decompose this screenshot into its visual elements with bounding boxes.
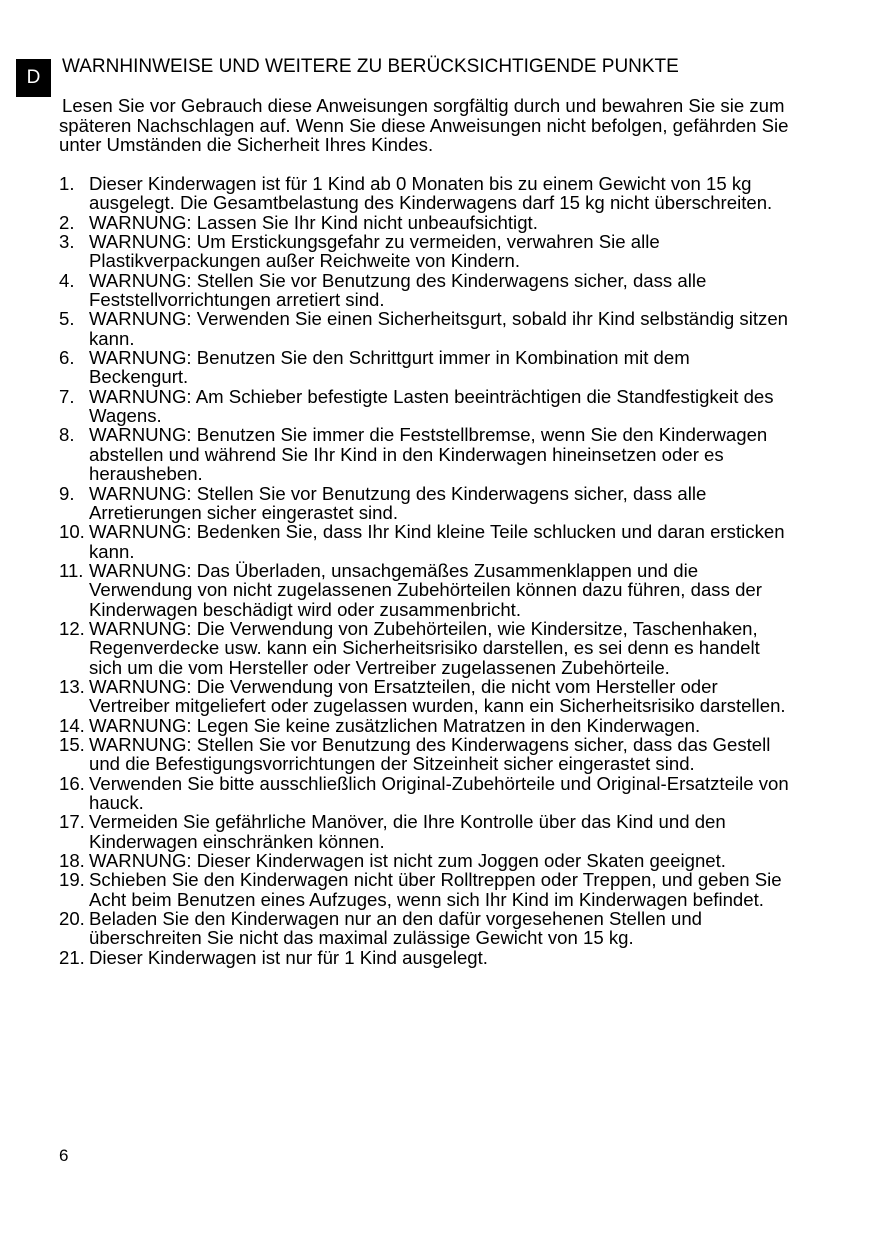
item-number: 12. <box>59 617 85 639</box>
item-text: WARNUNG: Das Überladen, unsachgemäßes Zusammenklappen und die Verwendung von nicht zugelassenen Zubehörteilen können dazu führen, dass der Kinderwagen beschädigt wird oder zusammenbricht. <box>89 559 762 620</box>
item-number: 9. <box>59 482 75 504</box>
language-badge: D <box>16 59 51 97</box>
item-number: 14. <box>59 714 85 736</box>
item-text: Verwenden Sie bitte ausschließlich Original-Zubehörteile und Original-Ersatzteile von hauck. <box>89 772 789 813</box>
item-text: WARNUNG: Stellen Sie vor Benutzung des Kinderwagens sicher, dass alle Feststellvorrichtungen arretiert sind. <box>89 269 707 311</box>
item-text: Vermeiden Sie gefährliche Manöver, die Ihre Kontrolle über das Kind und den Kinderwagen einschränken können. <box>89 811 726 852</box>
item-number: 4. <box>59 269 75 291</box>
item-number: 2. <box>59 211 75 233</box>
item-number: 16. <box>59 772 85 794</box>
list-item <box>59 677 794 716</box>
item-number: 19. <box>59 869 85 891</box>
item-text: WARNUNG: Dieser Kinderwagen ist nicht zum Joggen oder Skaten geeignet. <box>89 850 726 872</box>
item-number: 11. <box>59 559 84 581</box>
item-number: 1. <box>59 173 75 194</box>
item-number: 15. <box>59 733 85 755</box>
item-text: Dieser Kinderwagen ist für 1 Kind ab 0 Monaten bis zu einem Gewicht von 15 kg ausgelegt. Die Gesamtbelastung des Kinderwagens darf 15 kg nicht überschreiten. <box>89 173 773 214</box>
list-item <box>59 271 794 310</box>
list-item <box>59 948 794 967</box>
item-number: 5. <box>59 308 75 330</box>
list-item <box>59 870 794 909</box>
item-text: WARNUNG: Lassen Sie Ihr Kind nicht unbeaufsichtigt. <box>89 211 538 233</box>
list-item <box>59 735 794 774</box>
warning-list <box>59 174 794 967</box>
item-text: WARNUNG: Am Schieber befestigte Lasten beeinträchtigen die Standfestigkeit des Wagens. <box>89 385 774 427</box>
list-item <box>59 174 794 213</box>
list-item <box>59 812 794 851</box>
list-item <box>59 774 794 813</box>
list-item <box>59 348 794 387</box>
intro-paragraph: Lesen Sie vor Gebrauch diese Anweisungen sorgfältig durch und bewahren Sie sie zum späteren Nachschlagen auf. Wenn Sie diese Anweisungen nicht befolgen, gefährden Sie unter Umständen die Sicherheit Ihres Kindes. <box>59 95 789 156</box>
item-text: WARNUNG: Bedenken Sie, dass Ihr Kind kleine Teile schlucken und daran ersticken kann. <box>89 521 785 562</box>
item-number: 10. <box>59 521 85 543</box>
list-item <box>59 851 794 870</box>
item-number: 6. <box>59 347 75 369</box>
item-text: WARNUNG: Benutzen Sie den Schrittgurt immer in Kombination mit dem Beckengurt. <box>89 347 690 388</box>
item-text: WARNUNG: Stellen Sie vor Benutzung des Kinderwagens sicher, dass alle Arretierungen sicher eingerastet sind. <box>89 482 707 523</box>
list-item <box>59 619 794 677</box>
list-item <box>59 522 794 561</box>
item-number: 21. <box>59 946 85 968</box>
page-title: WARNHINWEISE UND WEITERE ZU BERÜCKSICHTIGENDE PUNKTE <box>62 56 679 77</box>
list-item <box>59 213 794 232</box>
item-number: 17. <box>59 811 85 833</box>
list-item <box>59 909 794 948</box>
item-text: WARNUNG: Die Verwendung von Ersatzteilen, die nicht vom Hersteller oder Vertreiber mitgeliefert oder zugelassen wurden, kann ein Sicherheitsrisiko darstellen. <box>89 675 786 717</box>
item-text: WARNUNG: Benutzen Sie immer die Feststellbremse, wenn Sie den Kinderwagen abstellen und während Sie Ihr Kind in den Kinderwagen hineinsetzen oder es herausheben. <box>89 424 768 485</box>
item-number: 13. <box>59 675 85 697</box>
list-item <box>59 309 794 348</box>
item-number: 7. <box>59 385 75 407</box>
item-text: WARNUNG: Legen Sie keine zusätzlichen Matratzen in den Kinderwagen. <box>89 714 701 736</box>
item-number: 20. <box>59 908 85 930</box>
item-text: WARNUNG: Um Erstickungsgefahr zu vermeiden, verwahren Sie alle Plastikverpackungen außer Reichweite von Kindern. <box>89 231 660 272</box>
list-item <box>59 484 794 523</box>
item-text: Dieser Kinderwagen ist nur für 1 Kind ausgelegt. <box>89 946 488 968</box>
item-number: 3. <box>59 231 75 253</box>
list-item <box>59 232 794 271</box>
item-text: Beladen Sie den Kinderwagen nur an den dafür vorgesehenen Stellen und überschreiten Sie nicht das maximal zulässige Gewicht von 15 kg. <box>89 908 703 949</box>
item-text: WARNUNG: Verwenden Sie einen Sicherheitsgurt, sobald ihr Kind selbständig sitzen kann. <box>89 308 788 349</box>
list-item <box>59 387 794 426</box>
list-item <box>59 561 794 619</box>
item-text: Schieben Sie den Kinderwagen nicht über Rolltreppen oder Treppen, und geben Sie Acht beim Benutzen eines Aufzuges, wenn sich Ihr Kind im Kinderwagen befindet. <box>89 869 782 910</box>
list-item <box>59 425 794 483</box>
item-number: 8. <box>59 424 75 446</box>
item-text: WARNUNG: Stellen Sie vor Benutzung des Kinderwagens sicher, dass das Gestell und die Befestigungsvorrichtungen der Sitzeinheit sicher eingerastet sind. <box>89 733 771 775</box>
item-text: WARNUNG: Die Verwendung von Zubehörteilen, wie Kindersitze, Taschenhaken, Regenverdecke usw. kann ein Sicherheitsrisiko darstellen, es sei denn es handelt sich um die vom Hersteller oder Vertreiber zugelassenen Zubehörteile. <box>89 617 760 678</box>
item-number: 18. <box>59 850 85 872</box>
list-item <box>59 716 794 735</box>
page-number: 6 <box>59 1146 69 1165</box>
